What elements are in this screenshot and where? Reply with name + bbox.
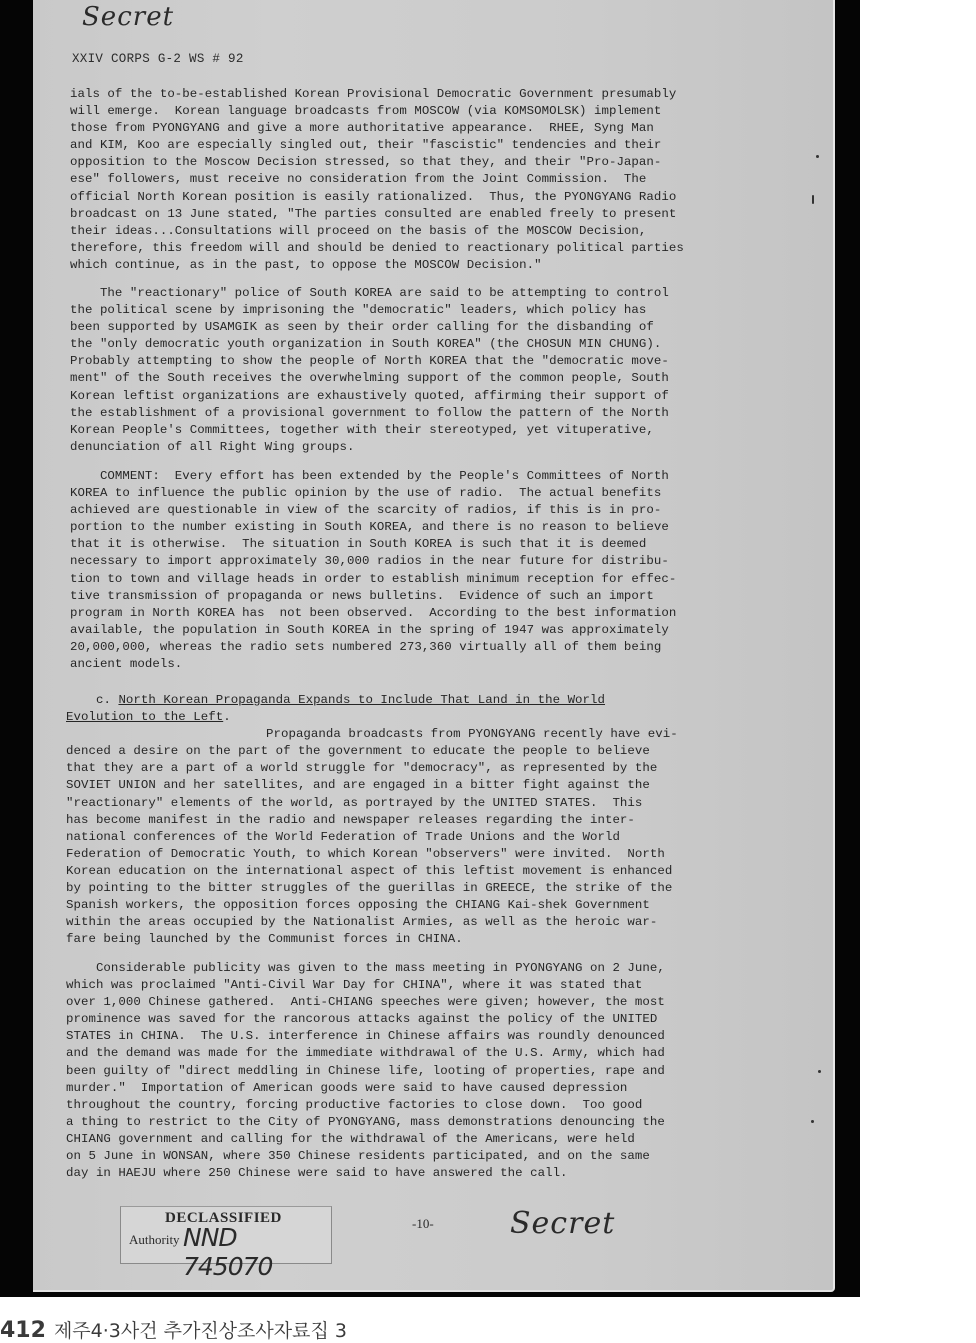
- text-line: denunciation of all Right Wing groups.: [70, 439, 355, 454]
- text-line: ancient models.: [70, 657, 183, 672]
- book-caption: [0, 1316, 347, 1343]
- text-line: achieved are questionable in view of the scarcity of radios, if this is in pro-: [70, 503, 662, 518]
- paragraph-2: [70, 285, 782, 456]
- text-line: ment" of the South receives the overwhelming support of the common people, South: [70, 371, 669, 386]
- text-line: been guilty of "direct meddling in Chinese life, looting of properties, rape and: [66, 1063, 665, 1078]
- text-line: ese" followers, must receive no consideration from the Joint Commission. The: [70, 172, 647, 187]
- text-line: Korean education on the international aspect of this leftist movement is enhanced: [66, 863, 673, 878]
- text-line: KOREA to influence the public opinion by the use of radio. The actual benefits: [70, 486, 662, 501]
- text-line: that they are a part of a world struggle for "democracy", as represented by the: [66, 761, 658, 776]
- text-line: the "only democratic youth organization in South KOREA" (the CHOSUN MIN CHUNG).: [70, 337, 662, 352]
- text-line: tive transmission of propaganda or news bulletins. Evidence of such an import: [70, 588, 654, 603]
- stamp-authority-label: Authority: [129, 1232, 180, 1247]
- text-line: CHIANG government and calling for the withdrawal of the Americans, were held: [66, 1131, 635, 1146]
- text-line: Korean leftist organizations are exhaustively quoted, affirming their support of: [70, 388, 669, 403]
- text-line: The "reactionary" police of South KOREA are said to be attempting to control: [70, 286, 669, 300]
- text-line: a thing to restrict to the City of PYONGYANG, mass demonstrations denouncing the: [66, 1114, 665, 1129]
- text-line: official North Korean position is easily rationalized. Thus, the PYONGYANG Radio: [70, 189, 677, 204]
- text-line: available, the population in South KOREA in the spring of 1947 was approximately: [70, 622, 669, 637]
- paragraph-5: [66, 960, 778, 1182]
- text-line: murder." Importation of American goods were said to have caused depression: [66, 1080, 628, 1095]
- text-line: national conferences of the World Federation of Trade Unions and the World: [66, 829, 620, 844]
- text-line: Probably attempting to show the people of North KOREA that the "democratic move-: [70, 354, 669, 369]
- text-line: 20,000,000, whereas the radio sets numbered 273,360 virtually all of them being: [70, 639, 662, 654]
- text-line: which was proclaimed "Anti-Civil War Day for CHINA", where it was stated that: [66, 978, 643, 993]
- text-line: prominence was saved for the rancorous attacks against the policy of the UNITED: [66, 1012, 658, 1027]
- page-number: -10-: [412, 1216, 434, 1231]
- handwritten-secret-mark-top: Secret: [82, 2, 175, 32]
- declassified-stamp: [120, 1206, 332, 1281]
- section-heading-cont: Evolution to the Left: [66, 710, 224, 725]
- scan-speck: [811, 1120, 814, 1123]
- text-line: ials of the to-be-established Korean Provisional Democratic Government presumably: [70, 87, 677, 101]
- text-line: Spanish workers, the opposition forces opposing the CHIANG Kai-shek Government: [66, 898, 650, 913]
- text-line: and KIM, Koo are especially singled out, their "fascistic" tendencies and their: [70, 138, 662, 153]
- text-line: necessary to import approximately 30,000 radios in the near future for distribu-: [70, 554, 669, 569]
- scan-speck: [816, 155, 819, 158]
- text-line: their ideas...Consultations will proceed on the basis of the MOSCOW Decision,: [70, 223, 647, 238]
- text-line: broadcast on 13 June stated, "The parties consulted are enabled freely to present: [70, 206, 677, 221]
- paragraph-1: [70, 86, 782, 274]
- text-line: Propaganda broadcasts from PYONGYANG recently have evi-: [266, 727, 678, 742]
- text-line: tion to town and village heads in order to establish minimum reception for effec-: [70, 571, 677, 586]
- book-title: 제주4·3사건 추가진상조사자료집 3: [53, 1320, 347, 1342]
- text-line: been supported by USAMGIK as seen by their order calling for the disbanding of: [70, 320, 654, 335]
- text-line: SOVIET UNION and her satellites, and are engaged in a bitter fight against the: [66, 778, 650, 793]
- text-line: program in North KOREA has not been observed. According to the best information: [70, 605, 677, 620]
- text-line: STATES in CHINA. The U.S. interference in Chinese affairs was roundly denounced: [66, 1029, 665, 1044]
- text-line: fare being launched by the Communist forces in CHINA.: [66, 932, 463, 947]
- text-line: the political scene by imprisoning the "democratic" leaders, which policy has: [70, 303, 647, 318]
- text-line: over 1,000 Chinese gathered. Anti-CHIANG speeches were given; however, the most: [66, 995, 665, 1010]
- text-line: Korean People's Committees, together with their stereotyped, yet vituperative,: [70, 422, 654, 437]
- text-line: those from PYONGYANG and give a more authoritative appearance. RHEE, Syng Man: [70, 121, 654, 136]
- text-line: the establishment of a provisional government to follow the pattern of the North: [70, 405, 669, 420]
- text-line: on 5 June in WONSAN, where 350 Chinese residents participated, and on the same: [66, 1149, 650, 1164]
- text-line: therefore, this freedom will and should be denied to reactionary political parties: [70, 240, 684, 255]
- book-page-number: 412: [0, 1318, 46, 1343]
- text-line: COMMENT: Every effort has been extended by the People's Committees of North: [70, 469, 669, 483]
- section-heading: North Korean Propaganda Expands to Include That Land in the World: [118, 693, 606, 707]
- text-line: opposition to the Moscow Decision stressed, so that they, and their "Pro-Japan-: [70, 155, 662, 170]
- text-line: by pointing to the bitter struggles of the guerillas in GREECE, the strike of the: [66, 881, 673, 896]
- section-c: [66, 692, 778, 948]
- text-line: and the demand was made for the immediate withdrawal of the U.S. Army, which had: [66, 1046, 665, 1061]
- text-line: within the areas occupied by the Nationalist Armies, as well as the heroic war-: [66, 915, 658, 930]
- text-line: will emerge. Korean language broadcasts from MOSCOW (via KOMSOMOLSK) implement: [70, 104, 662, 119]
- scan-speck: [818, 1070, 821, 1073]
- comment-paragraph: [70, 468, 782, 673]
- stamp-title: DECLASSIFIED: [165, 1210, 282, 1226]
- text-line: that it is otherwise. The situation in South KOREA is such that it is deemed: [70, 537, 647, 552]
- text-line: Federation of Democratic Youth, to which Korean "observers" were invited. North: [66, 846, 665, 861]
- text-line: denced a desire on the part of the government to educate the people to believe: [66, 744, 650, 759]
- text-line: which continue, as in the past, to oppose the MOSCOW Decision.": [70, 257, 542, 272]
- text-line: day in HAEJU where 250 Chinese were said to have answered the call.: [66, 1166, 568, 1181]
- text-line: Considerable publicity was given to the mass meeting in PYONGYANG on 2 June,: [66, 961, 665, 975]
- text-line: has become manifest in the radio and newspaper releases regarding the inter-: [66, 812, 635, 827]
- text-line: "reactionary" elements of the world, as portrayed by the UNITED STATES. This: [66, 795, 643, 810]
- document-reference: XXIV CORPS G-2 WS # 92: [72, 52, 244, 66]
- section-heading-line-1: [66, 692, 778, 709]
- scan-speck: [812, 195, 814, 204]
- handwritten-secret-mark-bottom: Secret: [510, 1206, 616, 1241]
- heading-period: .: [223, 710, 231, 725]
- text-line: portion to the number existing in South KOREA, and there is no reason to believe: [70, 520, 669, 535]
- text-line: throughout the country, forcing productive factories to close down. Too good: [66, 1097, 643, 1112]
- stamp-authority-value: NND 745070: [183, 1223, 273, 1281]
- section-heading-line-2: [66, 709, 778, 726]
- section-letter: c.: [95, 693, 111, 707]
